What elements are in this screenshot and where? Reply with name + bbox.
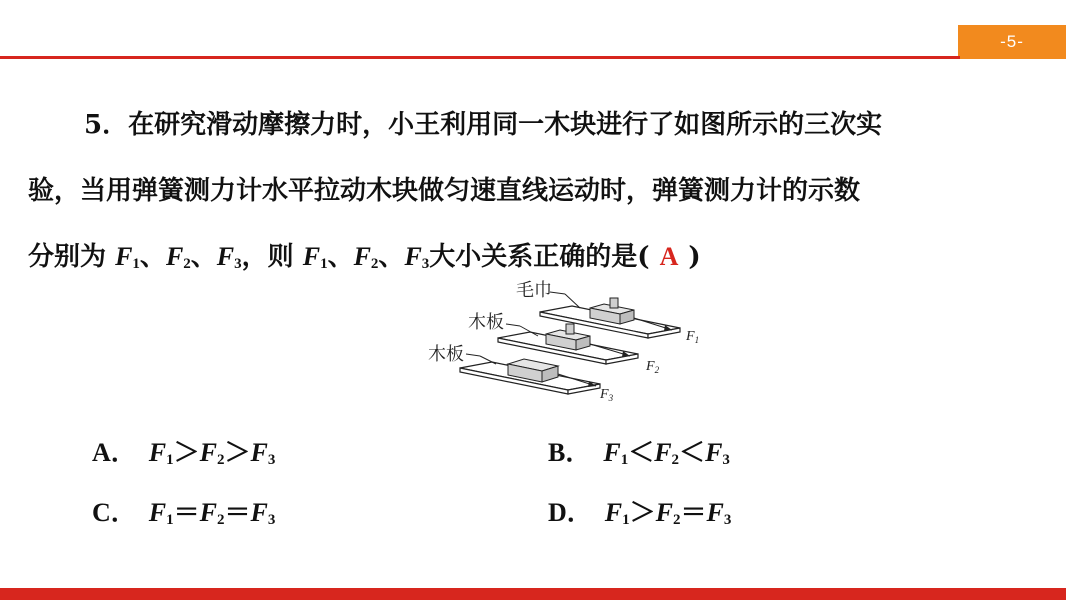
label-towel: 毛巾 [516, 280, 552, 301]
var-f1: $F_1$ [115, 242, 140, 272]
header-rule [0, 56, 960, 59]
label-board-1: 木板 [468, 312, 504, 333]
question-number: 5 [84, 110, 103, 140]
answer-letter: A [659, 242, 679, 271]
page-number-tab [958, 25, 1066, 59]
line3-mid: ，则 [241, 242, 294, 272]
page-number: -5- [1000, 32, 1024, 51]
force-label-2: $F_2$ [646, 359, 660, 375]
label-board-2: 木板 [428, 344, 464, 365]
line3-suffix: 大小关系正确的是( [429, 242, 650, 272]
var-f2: $F_2$ [165, 242, 191, 272]
option-c[interactable]: C． $F_1=F_2=F_3$ [92, 498, 276, 528]
var-f3: $F_3$ [216, 242, 242, 272]
option-a[interactable]: A． $F_1>F_2>F_3$ [92, 438, 276, 468]
footer-bar [0, 588, 1066, 600]
close-paren: ) [688, 242, 701, 272]
question-text [28, 92, 1048, 297]
line3-prefix: 分别为 [28, 242, 107, 272]
question-line-2: 验，当用弹簧测力计水平拉动木块做匀速直线运动时，弹簧测力计的示数 [28, 176, 861, 206]
question-line-3: 分别为 $F_1$、$F_2$、$F_3$，则 $F_1$、$F_2$、$F_3$大小关系正确的是( A ) [28, 242, 701, 272]
question-line-1-text: 在研究滑动摩擦力时，小王利用同一木块进行了如图所示的三次实 [128, 110, 883, 140]
option-d[interactable]: D． $F_1>F_2=F_3$ [548, 498, 732, 528]
option-b[interactable]: B． $F_1<F_2<F_3$ [548, 438, 730, 468]
question-line-1: 5．在研究滑动摩擦力时，小王利用同一木块进行了如图所示的三次实 [84, 110, 883, 140]
force-label-3: $F_3$ [600, 387, 614, 403]
experiment-figure [420, 272, 720, 412]
var-f2b: $F_2$ [353, 242, 379, 272]
force-label-1: $F_1$ [686, 329, 700, 345]
var-f3b: $F_3$ [404, 242, 430, 272]
var-f1b: $F_1$ [302, 242, 328, 272]
